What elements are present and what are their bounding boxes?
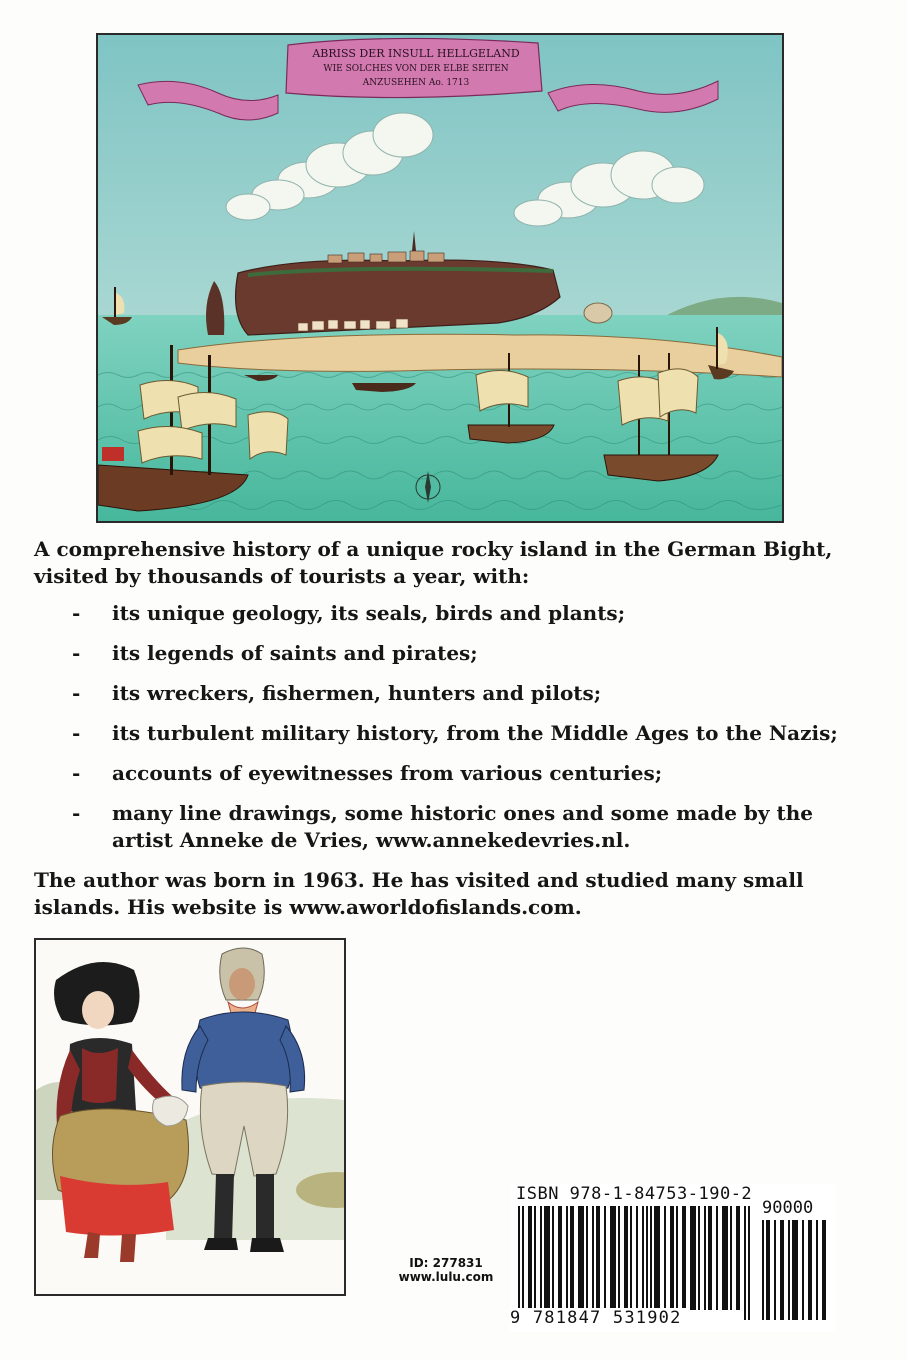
imprint-id: ID: 277831 bbox=[409, 1256, 483, 1270]
banner-title-line3: ANZUSEHEN Ao. 1713 bbox=[362, 78, 470, 88]
list-item-text: its legends of saints and pirates; bbox=[112, 641, 478, 665]
list-item bbox=[34, 760, 874, 787]
list-dash: - bbox=[72, 801, 81, 825]
banner-title-line2: WIE SOLCHES VON DER ELBE SEITEN bbox=[323, 64, 509, 74]
imprint-site: www.lulu.com bbox=[398, 1270, 494, 1284]
list-item bbox=[34, 800, 874, 854]
costume-illustration bbox=[34, 938, 346, 1296]
island-engraving bbox=[96, 33, 784, 523]
back-cover-blurb bbox=[34, 536, 874, 921]
publisher-imprint bbox=[390, 1256, 502, 1284]
list-item-text: its turbulent military history, from the Middle Ages to the Nazis; bbox=[112, 721, 838, 745]
list-item-text: its unique geology, its seals, birds and plants; bbox=[112, 601, 626, 625]
list-item bbox=[34, 640, 874, 667]
ean-digits: 9 781847 531902 bbox=[510, 1308, 686, 1328]
list-item bbox=[34, 680, 874, 707]
list-item bbox=[34, 720, 874, 747]
barcode-bars bbox=[518, 1206, 832, 1320]
list-item-text: its wreckers, fishermen, hunters and pilots; bbox=[112, 681, 602, 705]
price-code: 90000 bbox=[762, 1198, 814, 1218]
list-dash: - bbox=[72, 681, 81, 705]
isbn-barcode bbox=[510, 1184, 836, 1332]
isbn-label: ISBN 978-1-84753-190-2 bbox=[516, 1184, 753, 1204]
banner-title-line1: ABRISS DER INSULL HELLGELAND bbox=[312, 47, 520, 60]
list-dash: - bbox=[72, 721, 81, 745]
blurb-intro: A comprehensive history of a unique rocky island in the German Bight, visited by thousands of tourists a year, with: bbox=[34, 537, 833, 588]
list-item bbox=[34, 600, 874, 627]
list-dash: - bbox=[72, 601, 81, 625]
feature-list bbox=[34, 600, 874, 854]
list-dash: - bbox=[72, 761, 81, 785]
author-note: The author was born in 1963. He has visited and studied many small islands. His website is www.aworldofislands.com. bbox=[34, 868, 804, 919]
list-item-text: accounts of eyewitnesses from various centuries; bbox=[112, 761, 663, 785]
list-item-text: many line drawings, some historic ones and some made by the artist Anneke de Vries, www.annekedevries.nl. bbox=[112, 801, 813, 852]
list-dash: - bbox=[72, 641, 81, 665]
